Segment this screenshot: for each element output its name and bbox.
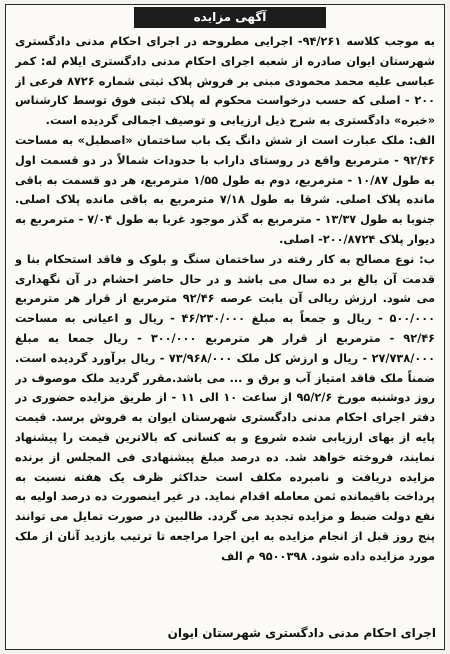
notice-paragraph-intro: به موجب کلاسه ۹۴/۲۶۱- اجرایی مطروحه در اجرای احکام مدنی دادگستری شهرستان ایوان صادره از شعبه اجرای احکام مدنی دادگستری ایلام له: کمر عباسی علیه محمد محمودی مبنی بر فروش پلاک ثبتی شماره ۸۷۲۶ فرعی از ۲۰۰ - اصلی که حسب درخواست محکوم له پلاک ثبتی فوق توسط کارشناس «خبره» دادگستری به شرح ذیل ارزیابی و توصیف اجمالی گردیده است. [15,35,435,128]
notice-paragraph-b: ب: نوع مصالح به کار رفته در ساختمان سنگ و بلوک و فاقد استحکام بنا و قدمت آن بالغ بر ده سال می باشد و در حال حاضر احشام در آن نگهداری می شود. ارزش ریالی آن بابت عرصه ۹۲/۴۶ مترمربع از قرار هر مترمربع ۵۰۰/۰۰۰ - ریال و جمعاً به مبلغ ۴۶/۲۳۰/۰۰۰ - ریال و اعیانی به مساحت ۹۲/۴۶ - مترمربع از قرار هر مترمربع ۳۰۰/۰۰۰ - ریال جمعا به مبلغ ۲۷/۷۳۸/۰۰۰ - ریال و ارزش کل ملک ۷۳/۹۶۸/۰۰۰ - ریال برآورد گردیده است. ضمناً ملک فاقد امتیاز آب و برق و ... می باشد.مقرر گردید ملک موصوف در روز دوشنبه مورخ ۹۵/۲/۶ از ساعت ۱۰ الی ۱۱ - از طریق مزایده حضوری در دفتر اجرای احکام مدنی دادگستری شهرستان ایوان به فروش برسد. قیمت پایه از بهای ارزیابی شده شروع و به کسانی که بالاترین قیمت را پیشنهاد نمایند، فروخته خواهد شد. ده درصد مبلغ پیشنهادی فی المجلس از برنده مزایده دریافت و نامبرده مکلف است حداکثر ظرف یک هفته نسبت به پرداخت باقیمانده ثمن معامله اقدام نماید. در غیر اینصورت ده درصد اولیه به نفع دولت ضبط و مزایده تجدید می گردد. طالبین در صورت تمایل می توانند پنج روز قبل از انجام مزایده به این اجرا مراجعه تا ترتیب بازدید آنان از ملک مورد مزایده داده شود. ۹۵۰۰۳۹۸ م الف [15,252,435,563]
notice-paragraph-a: الف: ملک عبارت است از شش دانگ یک باب ساختمان «اصطبل» به مساحت ۹۲/۴۶ - مترمربع واقع در روستای داراب با حدودات شمالاً در دو قسمت اول به طول ۱۰/۸۷ - مترمربع، دوم به طول ۱/۵۵ مترمربع، هر دو قسمت به باقی مانده پلاک اصلی. شرقا به طول ۷/۱۸ مترمربع به باقی مانده پلاک اصلی. جنوبا به طول ۱۳/۳۷ - مترمربع به گذر موجود غربا به طول ۷/۰۴ - مترمربع به دیوار پلاک ۲۰۰/۸۷۲۴- اصلی. [15,133,435,246]
notice-frame [5,4,445,650]
notice-signature: اجرای احکام مدنی دادگستری شهرستان ایوان [167,626,436,640]
notice-title: آگهی مزایده [134,7,326,28]
notice-body [15,32,435,617]
